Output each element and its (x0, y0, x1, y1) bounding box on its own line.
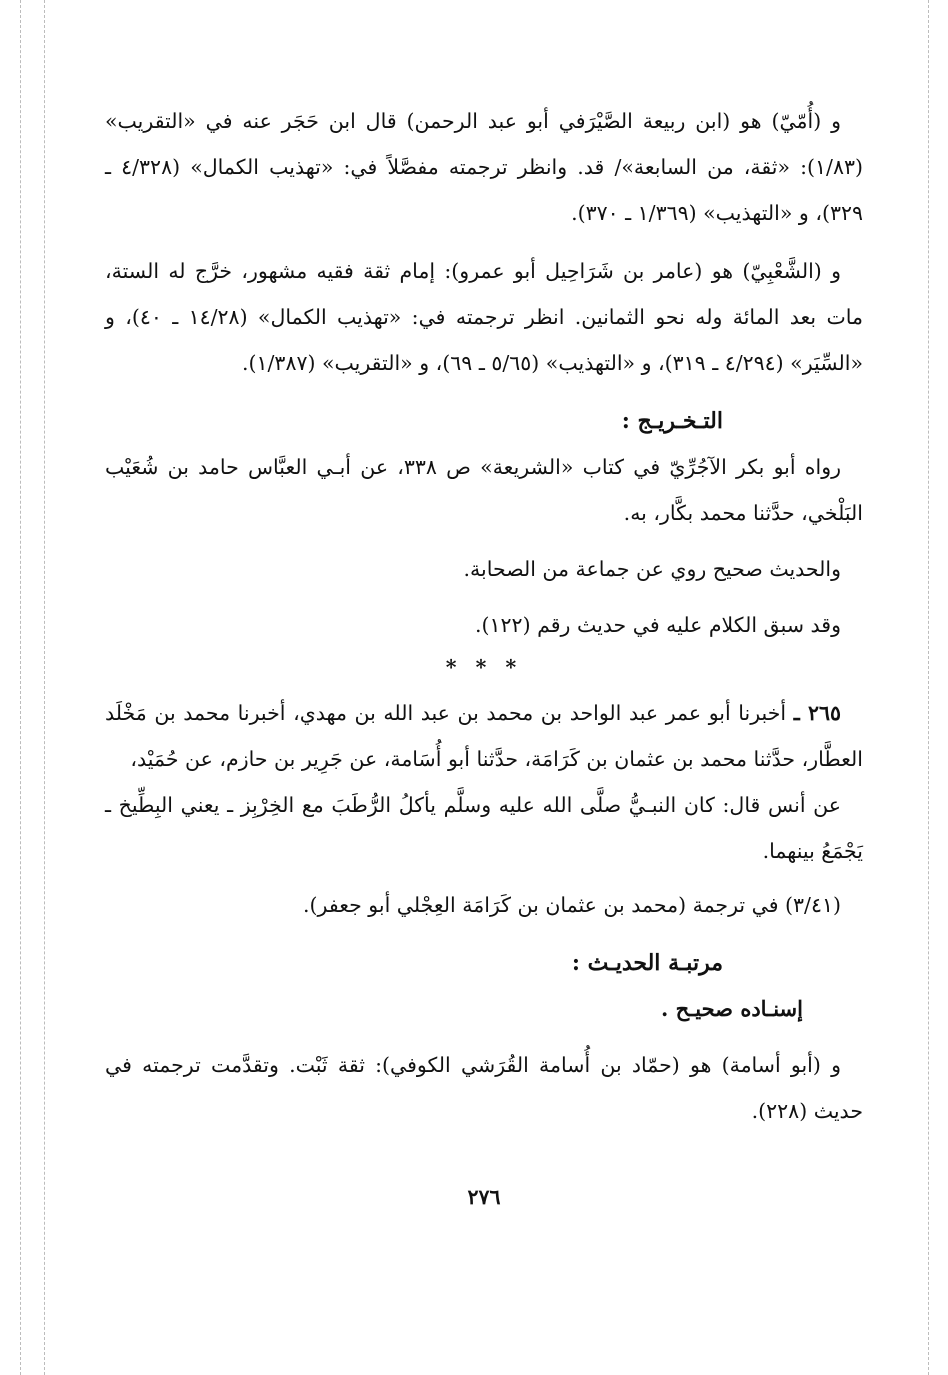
hadith-matn: عن أنس قال: كان النبـيُّ صلَّى الله عليه وسلَّم يأكلُ الرُّطَبَ مع الخِرْبِز ـ يعني البِطِّيخ ـ يَجْمَعُ بينهما. (105, 793, 863, 863)
paragraph-shabi: و (الشَّعْبِيّ) هو (عامر بن شَرَاحِيل أبو عمرو): إمام ثقة فقيه مشهور، خرَّج له الستة، مات بعد المائة وله نحو الثمانين. انظر ترجمته في: «تهذيب الكمال» (١٤/٢٨ ـ ٤٠)، و «السِّيَر» (٤/٢٩٤ ـ ٣١٩)، و «التهذيب» (٥/٦٥ ـ ٦٩)، و «التقريب» (١/٣٨٧). (105, 259, 864, 375)
rutba-note: و (أبو أسامة) هو (حمّاد بن أُسامة القُرَشي الكوفي): ثقة ثَبْت. وتقدَّمت ترجمته في حديث (٢٢٨). (105, 1053, 863, 1123)
hadith-isnad-text: أخبرنا أبو عمر عبد الواحد بن محمد بن عبد الله بن مهدي، أخبرنا محمد بن مَخْلَد العطَّار، حدَّثنا محمد بن عثمان بن كَرَامَة، حدَّثنا أبو أُسَامة، عن جَرِير بن حازم، عن حُمَيْد، (105, 701, 863, 771)
takhrij-paragraph-2: والحديث صحيح روي عن جماعة من الصحابة. (463, 557, 841, 581)
rutba-verdict: إسنـاده صحيـح . (660, 996, 803, 1021)
takhrij-heading: التـخـريـج : (621, 408, 723, 434)
guide-line-right (928, 0, 929, 1375)
paragraph-ummi: و (أُمّيّ) هو (ابن ربيعة الصَّيْرَفي أبو عبد الرحمن) قال ابن حَجَر عنه في «التقريب» (١/٨٣): «ثقة، من السابعة»/ قد. وانظر ترجمته مفصَّلاً في: «تهذيب الكمال» (٤/٣٢٨ ـ ٣٢٩)، و «التهذيب» (١/٣٦٩ ـ ٣٧٠). (105, 109, 863, 225)
section-separator: * * * (445, 655, 523, 679)
hadith-number: ٢٦٥ ـ (793, 701, 841, 725)
hadith-isnad (105, 690, 863, 782)
takhrij-paragraph-3: وقد سبق الكلام عليه في حديث رقم (١٢٢). (475, 613, 841, 637)
rutba-heading: مرتبـة الحديـث : (571, 950, 723, 976)
takhrij-paragraph-1: رواه أبو بكر الآجُرِّيّ في كتاب «الشريعة» ص ٣٣٨، عن أبـي العبَّاس حامد بن شُعَيْب البَلْخي، حدَّثنا محمد بكَّار، به. (105, 455, 863, 525)
page-content (105, 98, 863, 1220)
hadith-reference: (٣/٤١) في ترجمة (محمد بن عثمان بن كَرَامَة العِجْلي أبو جعفر). (303, 893, 841, 917)
page-number: ٢٧٦ (467, 1185, 501, 1209)
guide-line-left (20, 0, 21, 1375)
guide-line-left-inner (44, 0, 45, 1375)
